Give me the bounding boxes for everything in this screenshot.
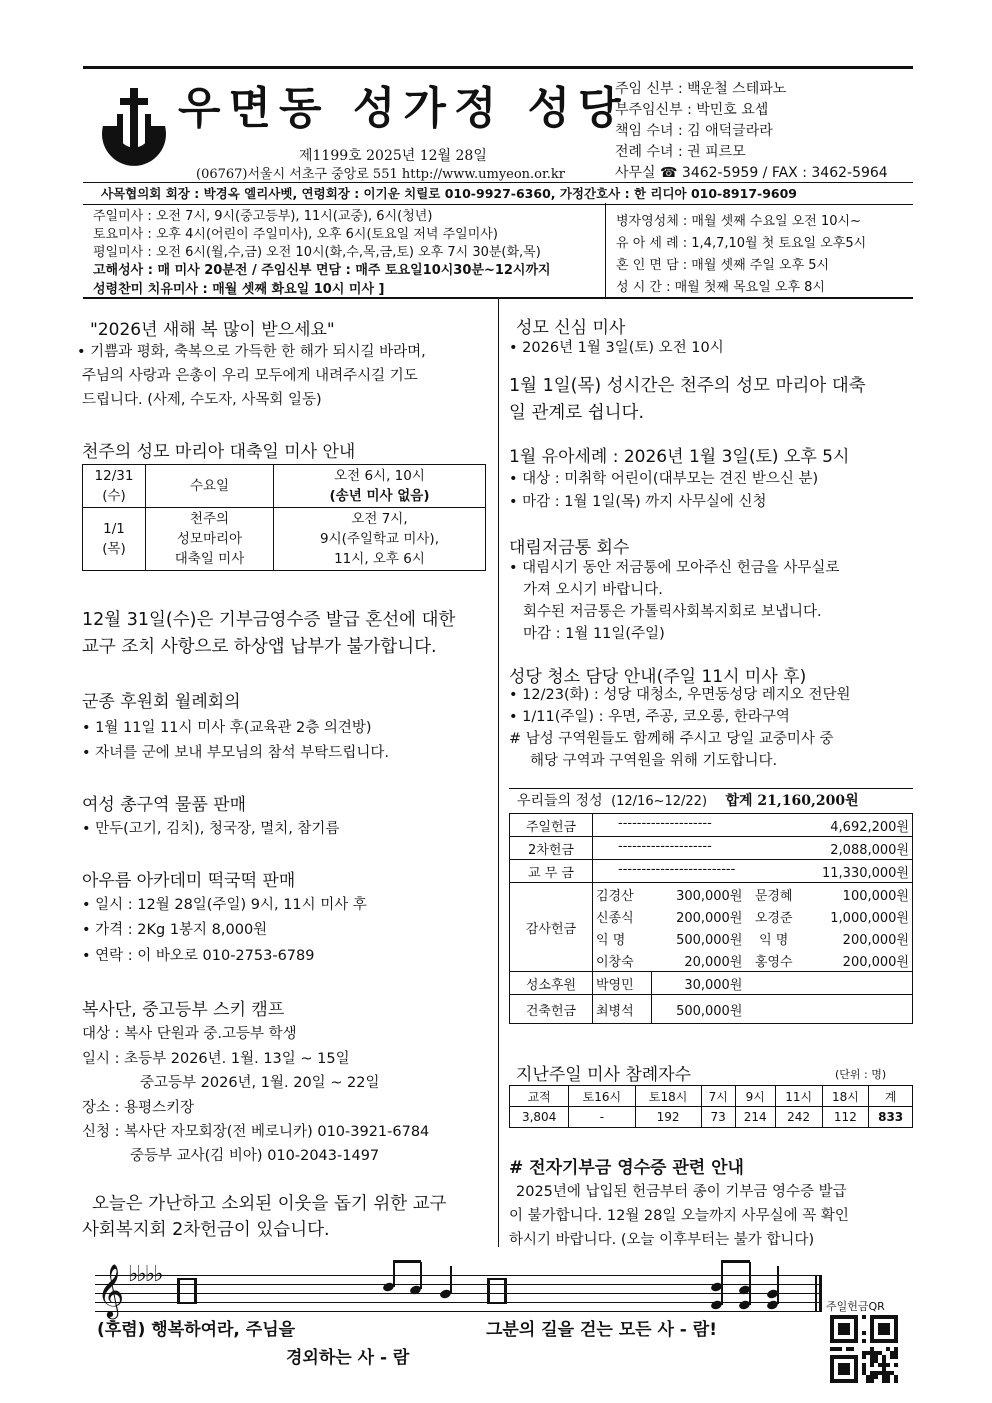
time: 오전 7시, [351,511,408,527]
military-title: 군종 후원회 월례회의 [82,692,241,712]
church-logo [93,84,175,178]
attendance-header: 11시 [775,1086,822,1107]
date: 12/31 [94,468,134,484]
row-label: 2차헌금 [510,837,593,860]
qr-label: 주일헌금QR [826,1300,885,1313]
attendance-value: - [569,1107,635,1128]
sick-communion: 병자영성체 : 매월 셋째 수요일 오전 10시~ [616,214,861,229]
offering-table [509,813,913,1024]
mary-title: 성모 신심 미사 [516,318,626,338]
council-text: 사목협의회 회장 : 박경옥 엘리사벳, 연령회장 : 이기운 치릴로 010-9927-6360, 가정간호사 : 한 리디아 010-8917-9609 [101,186,797,201]
mass-times [83,203,913,299]
flat-signs-icon: ♭♭♭♭ [128,1262,162,1287]
academy-title: 아우름 아카데미 떡국떡 판매 [82,871,296,891]
row-label: 교 무 금 [510,860,593,883]
attendance-header: 9시 [735,1086,775,1107]
healing-mass: 성령찬미 치유미사 : 매월 셋째 화요일 10시 미사 ] [93,282,385,297]
breve-note-icon [487,1278,507,1304]
attendance-header: 토18시 [635,1086,701,1107]
table-row [510,860,913,883]
holy-hour: 성 시 간 : 매월 첫째 목요일 오후 8시 [616,280,825,295]
attendance-value: 192 [635,1107,701,1128]
feast-date [83,508,146,571]
sunday-mass: 주일미사 : 오전 7시, 9시(중고등부), 11시(교중), 6시(청년) [93,209,433,224]
staff-assistant: 부주임신부 : 박민호 요셉 [615,102,769,118]
donor: 익 명 [759,932,789,948]
donor: 문경혜 [745,883,802,906]
holy-hour-notice: 일 관계로 쉽니다. [509,403,645,423]
table-row [510,883,913,906]
feast-desc [146,465,274,508]
attendance-header: 토16시 [569,1086,635,1107]
time: 9시(주일학교 미사), [320,531,439,547]
ski-line: 장소 : 용평스키장 [82,1100,195,1116]
desc: 천주의 [189,511,230,527]
receipt-title: # 전자기부금 영수증 관련 안내 [509,1158,744,1178]
desc: 성모마리아 [176,531,243,547]
amount: 30,000원 [651,972,745,995]
amount: 4,692,200원 [830,819,909,835]
collection-notice: 오늘은 가난하고 소외된 이웃을 돕기 위한 교구 [92,1194,447,1214]
refrain-lyric: (후렴) 행복하여라, 주님을 [97,1320,296,1340]
table-row [510,814,913,837]
column-divider [498,297,499,1247]
confession: 고해성사 : 매 미사 20분전 / 주임신부 면담 : 매주 토요일10시30분~12시까지 [93,263,551,278]
row-label: 건축헌금 [510,995,593,1024]
baptism-line: • 마감 : 1월 1일(목) 까지 사무실에 신청 [509,494,767,510]
blank [745,972,912,995]
academy-line: • 연락 : 이 바오로 010-2753-6789 [82,948,315,964]
greeting-line: 드립니다. (사제, 수도자, 사목회 일동) [82,392,322,408]
donor: 김경산 [593,883,652,906]
amount: 11,330,000원 [822,865,909,881]
amount: 100,000원 [802,883,912,906]
table-row [510,995,913,1024]
donor: 이창숙 [593,949,652,972]
amount: 1,000,000원 [802,905,912,927]
refrain-lyric: 그분의 길을 걷는 모든 사 - 람! [486,1320,717,1340]
feast-title: 천주의 성모 마리아 대축일 미사 안내 [82,442,356,462]
receipt-line: 이 불가합니다. 12월 28일 오늘까지 사무실에 꼭 확인 [509,1208,849,1224]
women-title: 여성 총구역 물품 판매 [82,795,247,815]
amount: 500,000원 [651,995,745,1024]
staff-liturgy: 전례 수녀 : 권 피르모 [615,144,746,160]
offering-title: 우리들의 정성 [517,793,603,809]
receipt-line: 하시기 바랍니다. (오늘 이후부터는 불가 합니다) [509,1232,815,1248]
donor: 박영민 [593,972,652,995]
cleaning-line: # 남성 구역원들도 함께해 주시고 당일 교중미사 중 [509,731,834,747]
refrain-lyric: 경외하는 사 - 람 [286,1348,410,1368]
attendance-header: 교적 [510,1086,569,1107]
cleaning-line: • 1/11(주일) : 우면, 주공, 코오롱, 한라구역 [509,709,790,725]
breve-note-icon [177,1278,197,1304]
ski-line: 중고등부 2026년, 1월. 20일 ~ 22일 [140,1075,380,1091]
attendance-value: 833 [869,1107,913,1128]
saturday-mass: 토요미사 : 오후 4시(어린이 주일미사), 오후 6시(토요일 저녁 주일미사) [93,227,498,242]
donor: 최병석 [593,995,652,1024]
table-row [510,972,913,995]
ski-line: 대상 : 복사 단원과 중.고등부 학생 [82,1026,297,1042]
qr-code-icon [830,1315,898,1383]
time: 오전 6시, 10시 [334,468,425,484]
infant-baptism: 유 아 세 례 : 1,4,7,10월 첫 토요일 오후5시 [616,236,867,251]
row-value [593,860,913,883]
amount: 200,000원 [802,949,912,972]
table-row [83,465,486,508]
issue-date: 제1199호 2025년 12월 28일 [299,148,487,164]
attendance-header: 7시 [701,1086,735,1107]
dashes: -------------------- [618,838,712,854]
amount: 300,000원 [651,883,745,906]
weekday-mass: 평일미사 : 오전 6시(월,수,금) 오전 10시(화,수,목,금,토) 오후 7시 30분(화,목) [93,245,541,260]
ski-line: 신청 : 복사단 자모회장(전 베로니카) 010-3921-6784 [82,1124,430,1140]
collection-notice: 사회복지회 2차헌금이 있습니다. [82,1220,330,1240]
weekday: (수) [102,488,126,504]
military-line: • 1월 11일 11시 미사 후(교육관 2층 의견방) [82,720,372,736]
table-header [510,1086,913,1107]
time: 11시, 오후 6시 [334,551,425,567]
receipt-line: 2025년에 납입된 헌금부터 종이 기부금 영수증 발급 [516,1184,847,1200]
address: (06767)서울시 서초구 중앙로 551 http://www.umyeon.or.kr [196,167,566,182]
offering-total: 합계 21,160,200원 [725,793,859,809]
staff-sister: 책임 수녀 : 김 애덕글라라 [615,123,773,139]
feast-times [274,508,486,571]
attendance-value: 242 [775,1107,822,1128]
amount: 500,000원 [676,932,743,948]
table-row [510,837,913,860]
ski-title: 복사단, 중고등부 스키 캠프 [82,1000,285,1020]
amount: 200,000원 [676,910,743,926]
attendance-value: 3,804 [510,1107,569,1128]
council-bar [83,182,913,205]
ski-line: 중등부 교사(김 비아) 010-2043-1497 [130,1148,380,1164]
academy-line: • 일시 : 12월 28일(주일) 9시, 11시 미사 후 [82,897,367,913]
advent-title: 대림저금통 회수 [509,538,630,558]
treble-clef-icon: 𝄞 [97,1263,125,1317]
advent-line: • 대림시기 동안 저금통에 모아주신 헌금을 사무실로 [509,560,840,576]
marriage-interview: 혼 인 면 담 : 매월 셋째 주일 오후 5시 [616,258,830,273]
row-value [593,814,913,837]
weekday: (목) [102,541,126,557]
table-row [510,1107,913,1128]
office-phone: 사무실 ☎ 3462-5959 / FAX : 3462-5964 [615,165,888,181]
greeting-line: • 기쁨과 평화, 축복으로 가득한 한 해가 되시길 바라며, [77,344,426,360]
donor: 신종식 [593,905,652,927]
qr-code[interactable] [830,1315,898,1383]
feast-desc [146,508,274,571]
attendance-header: 18시 [822,1086,869,1107]
donation-notice: 12월 31일(수)은 기부금영수증 발급 혼선에 대한 [82,610,456,630]
offering-header [509,788,913,814]
table-row [83,508,486,571]
attendance-value: 73 [701,1107,735,1128]
donor: 오경준 [754,910,793,926]
staff-pastor: 주임 신부 : 백운철 스테파노 [615,81,787,97]
women-line: • 만두(고기, 김치), 청국장, 멸치, 참기름 [82,821,340,837]
amount: 20,000원 [651,949,745,972]
attendance-value: 214 [735,1107,775,1128]
advent-line: 회수된 저금통은 가톨릭사회복지회로 보냅니다. [523,604,822,620]
baptism-title: 1월 유아세례 : 2026년 1월 3일(토) 오후 5시 [509,447,850,467]
donation-notice: 교구 조치 사항으로 하상앱 납부가 불가합니다. [82,637,437,657]
feast-date [83,465,146,508]
blank [745,995,912,1024]
offering-period: (12/16~12/22) [611,794,708,809]
attendance-header: 계 [869,1086,913,1107]
ski-line: 일시 : 초등부 2026년. 1월. 13일 ~ 15일 [82,1051,350,1067]
academy-line: • 가격 : 2Kg 1봉지 8,000원 [82,922,268,938]
top-rule [83,66,913,69]
baptism-line: • 대상 : 미취학 어린이(대부모는 견진 받으신 분) [509,471,819,487]
donor: 홍영수 [745,949,802,972]
advent-line: 가져 오시기 바랍니다. [523,582,663,598]
attendance-value: 112 [822,1107,869,1128]
row-label: 주일헌금 [510,814,593,837]
row-label: 성소후원 [510,972,593,995]
time-note: (송년 미사 없음) [329,488,430,504]
military-line: • 자녀를 군에 보내 부모님의 참석 부탁드립니다. [82,745,389,761]
desc: 대축일 미사 [174,551,245,567]
row-value [593,837,913,860]
donor: 익 명 [593,927,652,949]
thanks-label: 감사헌금 [510,883,593,972]
attendance-title: 지난주일 미사 참례자수 [516,1065,692,1085]
cleaning-title: 성당 청소 담당 안내(주일 11시 미사 후) [509,667,807,687]
cleaning-line: 해당 구역과 구역원을 위해 기도합니다. [530,753,778,769]
holy-hour-notice: 1월 1일(목) 성시간은 천주의 성모 마리아 대축 [509,376,866,396]
attendance-unit: (단위 : 명) [835,1068,887,1081]
date: 1/1 [103,521,125,537]
feast-times [274,465,486,508]
greeting-line: 주님의 사랑과 은총이 우리 모두에게 내려주시길 기도 [82,368,418,384]
dashes: ------------------------- [618,861,736,877]
cleaning-line: • 12/23(화) : 성당 대청소, 우면동성당 레지오 전단원 [509,687,851,703]
church-name: 우면동 성가정 성당 [178,83,629,134]
amount: 200,000원 [802,927,912,949]
attendance-table [509,1085,913,1128]
advent-line: 마감 : 1월 11일(주일) [523,626,665,642]
amount: 2,088,000원 [830,842,909,858]
feast-mass-table [82,464,486,571]
times-divider [605,203,606,297]
dashes: -------------------- [618,815,712,831]
greeting-title: "2026년 새해 복 많이 받으세요" [90,320,335,340]
mary-line: • 2026년 1월 3일(토) 오전 10시 [509,340,724,356]
desc: 수요일 [189,478,230,494]
